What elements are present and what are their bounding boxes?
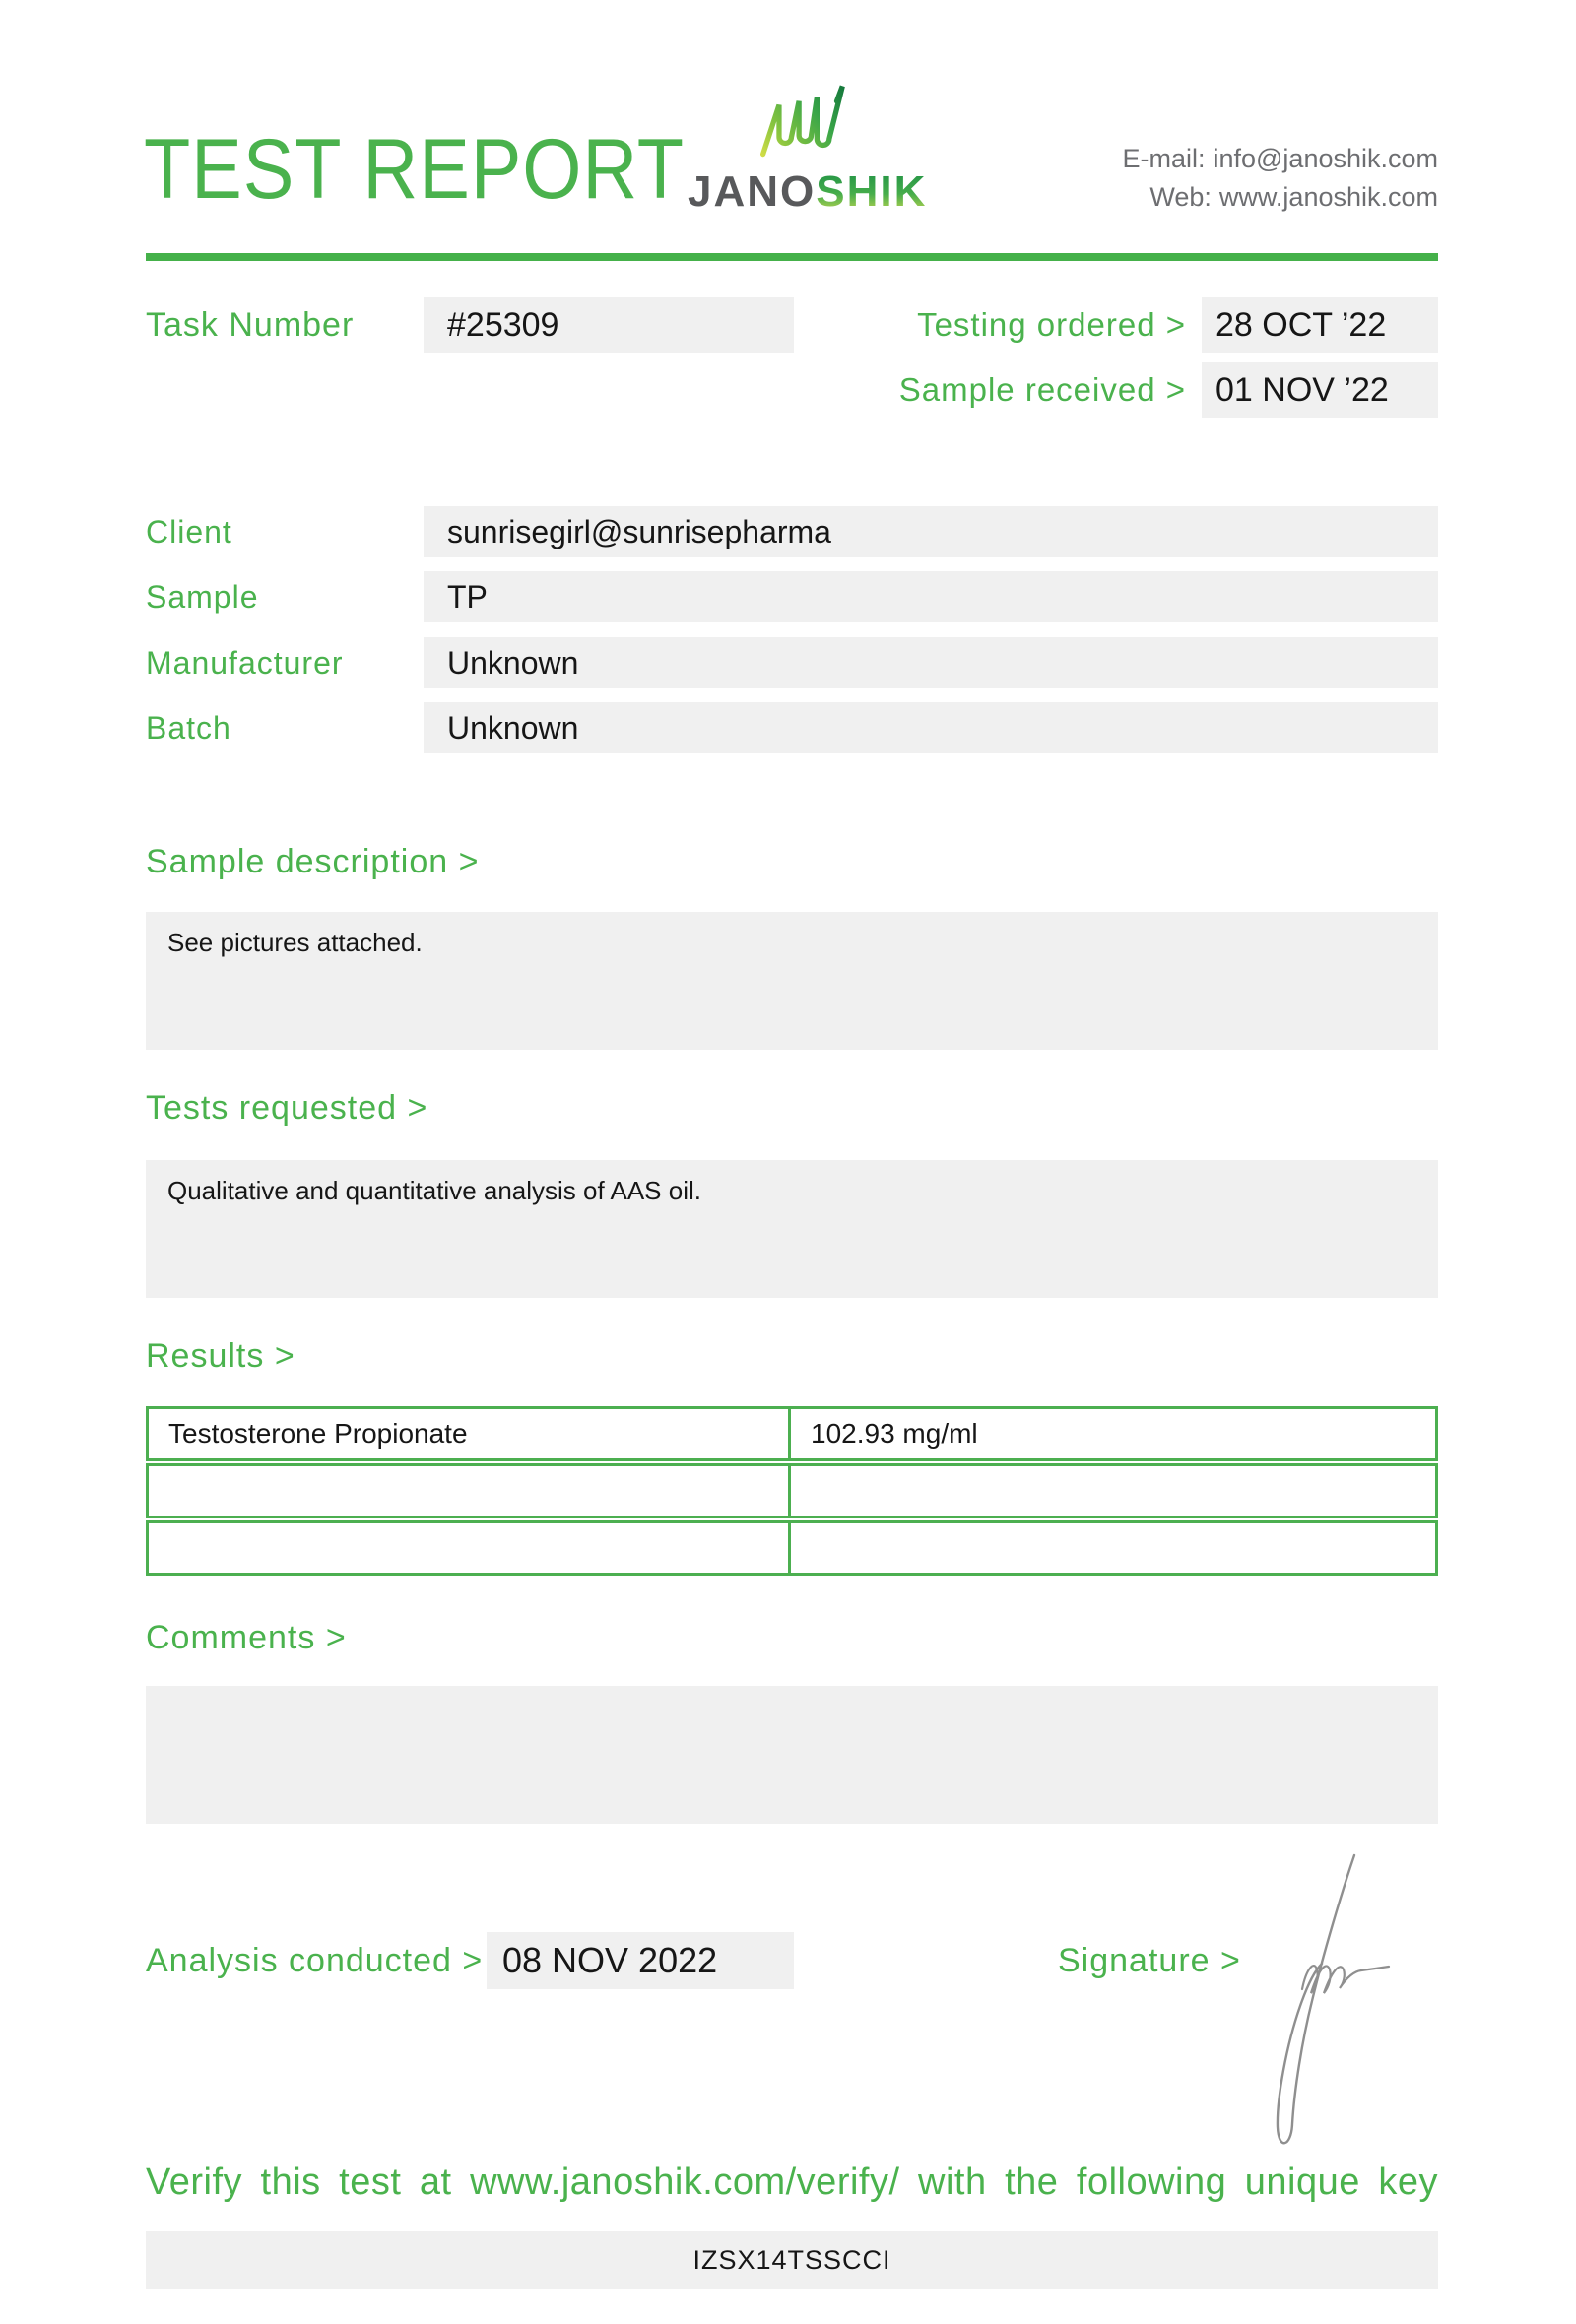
comments-box xyxy=(146,1686,1438,1824)
result-name-cell xyxy=(149,1466,791,1516)
sample-label: Sample xyxy=(146,579,259,614)
logo-text-jano: JANO xyxy=(688,167,817,216)
analysis-date-value: 08 NOV 2022 xyxy=(487,1932,794,1989)
header-divider xyxy=(146,253,1438,261)
tests-requested-heading: Tests requested > xyxy=(146,1089,428,1127)
logo-text xyxy=(688,167,928,217)
sample-description-heading: Sample description > xyxy=(146,843,480,880)
result-row xyxy=(146,1406,1438,1461)
sample-received-row xyxy=(899,362,1438,418)
result-value-cell xyxy=(791,1466,1435,1516)
results-table xyxy=(146,1406,1438,1578)
comments-heading: Comments > xyxy=(146,1619,347,1656)
tests-requested-box: Qualitative and quantitative analysis of AAS oil. xyxy=(146,1160,1438,1298)
testing-ordered-label: Testing ordered > xyxy=(917,306,1186,343)
result-name-cell xyxy=(149,1523,791,1573)
unique-key: IZSX14TSSCCI xyxy=(692,2245,891,2275)
result-row xyxy=(146,1463,1438,1518)
client-label: Client xyxy=(146,514,232,549)
batch-label: Batch xyxy=(146,710,231,745)
contact-block xyxy=(1122,140,1438,217)
page-title: TEST REPORT xyxy=(144,122,685,217)
result-value-cell xyxy=(791,1523,1435,1573)
testing-ordered-row xyxy=(917,297,1438,353)
contact-email: E-mail: info@janoshik.com xyxy=(1122,144,1438,173)
task-number-value: #25309 xyxy=(424,297,794,353)
signature-label: Signature > xyxy=(1058,1942,1241,1979)
task-number-label: Task Number xyxy=(146,306,355,344)
client-value: sunrisegirl@sunrisepharma xyxy=(424,506,1438,557)
sample-received-label: Sample received > xyxy=(898,371,1186,408)
logo-chart-icon xyxy=(755,79,849,161)
verify-text: Verify this test at www.janoshik.com/verify/ with the following unique key xyxy=(146,2162,1438,2203)
testing-ordered-value: 28 OCT ’22 xyxy=(1202,297,1438,353)
sample-description-box: See pictures attached. xyxy=(146,912,1438,1050)
analysis-conducted-label: Analysis conducted > xyxy=(146,1942,484,1979)
signature-scribble xyxy=(1251,1843,1426,2168)
batch-value: Unknown xyxy=(424,702,1438,753)
result-value-cell: 102.93 mg/ml xyxy=(811,1418,978,1449)
logo-text-shik: SHIK xyxy=(816,167,928,216)
sample-received-value: 01 NOV ’22 xyxy=(1202,362,1438,418)
contact-web: Web: www.janoshik.com xyxy=(1149,182,1438,212)
sample-value: TP xyxy=(424,571,1438,622)
manufacturer-label: Manufacturer xyxy=(146,645,344,680)
result-row xyxy=(146,1520,1438,1576)
result-name-cell: Testosterone Propionate xyxy=(149,1409,791,1458)
unique-key-box xyxy=(146,2231,1438,2289)
results-heading: Results > xyxy=(146,1337,296,1375)
manufacturer-value: Unknown xyxy=(424,637,1438,688)
